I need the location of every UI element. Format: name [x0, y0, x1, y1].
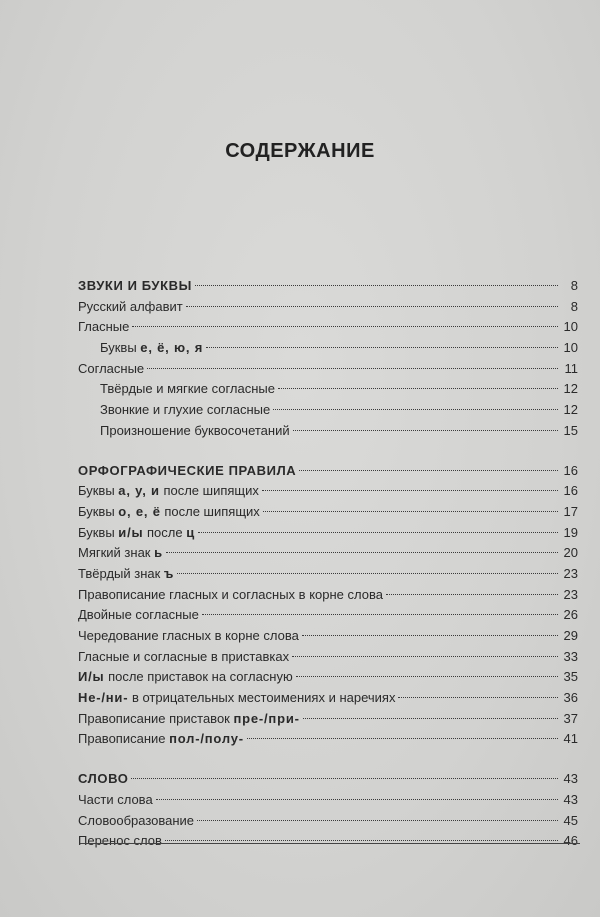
entry-title: Мягкий знак ь — [78, 545, 163, 561]
toc-entry — [78, 297, 578, 318]
dot-leader — [206, 347, 558, 348]
page-number: 8 — [570, 278, 578, 293]
toc-entry — [78, 790, 578, 811]
page-number: 11 — [564, 360, 578, 376]
entry-title: Правописание приставок пре-/при- — [78, 710, 300, 726]
page-number: 20 — [563, 545, 578, 561]
entry-title: Буквы е, ё, ю, я — [100, 340, 204, 356]
toc-entry — [78, 729, 578, 750]
toc-entry — [78, 564, 578, 585]
footer-rule — [80, 843, 580, 844]
table-of-contents — [78, 276, 578, 852]
dot-leader — [131, 778, 558, 779]
entry-title: Звонкие и глухие согласные — [100, 402, 271, 418]
dot-leader — [247, 738, 558, 739]
toc-entry — [78, 688, 578, 709]
dot-leader — [273, 409, 558, 410]
page-number: 41 — [563, 731, 578, 747]
toc-entry — [78, 811, 578, 832]
page-number: 10 — [563, 319, 578, 335]
dot-leader — [263, 511, 558, 512]
entry-title: Буквы о, е, ё после шипящих — [78, 503, 260, 519]
dot-leader — [147, 368, 558, 369]
entry-title: Правописание пол-/полу- — [78, 731, 244, 747]
page-number: 46 — [563, 833, 578, 849]
toc-entry — [78, 523, 578, 544]
dot-leader — [262, 490, 558, 491]
entry-title: Твёрдый знак ъ — [78, 565, 175, 581]
dot-leader — [296, 676, 558, 677]
entry-title: Части слова — [78, 791, 153, 807]
entry-title: Правописание гласных и согласных в корне слова — [78, 586, 383, 602]
entry-title: Гласные — [78, 319, 130, 335]
dot-leader — [165, 840, 558, 841]
entry-title: И/ы после приставок на согласную — [78, 669, 293, 685]
page-number: 16 — [563, 462, 578, 478]
entry-title: Перенос слов — [78, 833, 162, 849]
dot-leader — [195, 285, 558, 286]
section-heading — [78, 769, 578, 790]
toc-entry — [78, 400, 578, 421]
toc-entry — [78, 543, 578, 564]
entry-title: ОРФОГРАФИЧЕСКИЕ ПРАВИЛА — [78, 462, 297, 478]
toc-entry — [78, 502, 578, 523]
dot-leader — [293, 430, 558, 431]
toc-entry — [78, 421, 578, 442]
page-number: 17 — [563, 503, 578, 519]
page-number: 36 — [563, 690, 578, 706]
dot-leader — [398, 697, 558, 698]
page-number: 26 — [563, 607, 578, 623]
page-title: СОДЕРЖАНИЕ — [225, 140, 375, 162]
toc-entry — [78, 626, 578, 647]
page-number: 8 — [570, 298, 578, 314]
page-number: 12 — [563, 381, 578, 397]
page-number: 35 — [563, 669, 578, 685]
page-number: 23 — [563, 565, 578, 581]
toc-entry — [78, 667, 578, 688]
toc-entry — [78, 647, 578, 668]
section-heading — [78, 461, 578, 482]
entry-title: Словообразование — [78, 812, 195, 828]
page-number: 23 — [563, 586, 578, 602]
entry-title: Твёрдые и мягкие согласные — [100, 381, 275, 397]
page-number: 43 — [563, 791, 578, 807]
entry-title: Не-/ни- в отрицательных местоимениях и наречиях — [78, 690, 396, 706]
toc-entry — [78, 359, 578, 380]
page-number: 33 — [563, 648, 578, 664]
page-number: 15 — [563, 422, 578, 438]
toc-entry — [78, 831, 578, 852]
page-number: 37 — [563, 710, 578, 726]
toc-entry — [78, 338, 578, 359]
entry-title: ЗВУКИ И БУКВЫ — [78, 278, 192, 293]
entry-title: Чередование гласных в корне слова — [78, 628, 299, 643]
dot-leader — [186, 306, 558, 307]
toc-entry — [78, 379, 578, 400]
dot-leader — [197, 820, 558, 821]
page-number: 16 — [563, 483, 578, 499]
toc-entry — [78, 481, 578, 502]
dot-leader — [132, 326, 558, 327]
page-number: 10 — [563, 340, 578, 356]
page-number: 29 — [563, 628, 578, 643]
entry-title: Двойные согласные — [78, 607, 199, 623]
dot-leader — [166, 552, 558, 553]
page-number: 19 — [563, 524, 578, 540]
toc-entry — [78, 317, 578, 338]
dot-leader — [202, 614, 558, 615]
entry-title: Буквы и/ы после ц — [78, 524, 196, 540]
entry-title: Русский алфавит — [78, 298, 183, 314]
dot-leader — [198, 532, 558, 533]
page-number: 45 — [563, 812, 578, 828]
dot-leader — [302, 635, 558, 636]
entry-title: Произношение буквосочетаний — [100, 422, 290, 438]
dot-leader — [303, 718, 558, 719]
entry-title: Буквы а, у, и после шипящих — [78, 483, 259, 499]
entry-title: Согласные — [78, 360, 145, 376]
dot-leader — [156, 799, 558, 800]
dot-leader — [278, 388, 558, 389]
page-number: 12 — [563, 402, 578, 418]
toc-entry — [78, 709, 578, 730]
toc-entry — [78, 605, 578, 626]
entry-title: Гласные и согласные в приставках — [78, 648, 290, 664]
section-heading — [78, 276, 578, 297]
dot-leader — [386, 594, 558, 595]
dot-leader — [299, 470, 558, 471]
dot-leader — [292, 656, 558, 657]
toc-entry — [78, 585, 578, 606]
dot-leader — [177, 573, 558, 574]
entry-title: СЛОВО — [78, 771, 129, 787]
page-number: 43 — [563, 771, 578, 787]
